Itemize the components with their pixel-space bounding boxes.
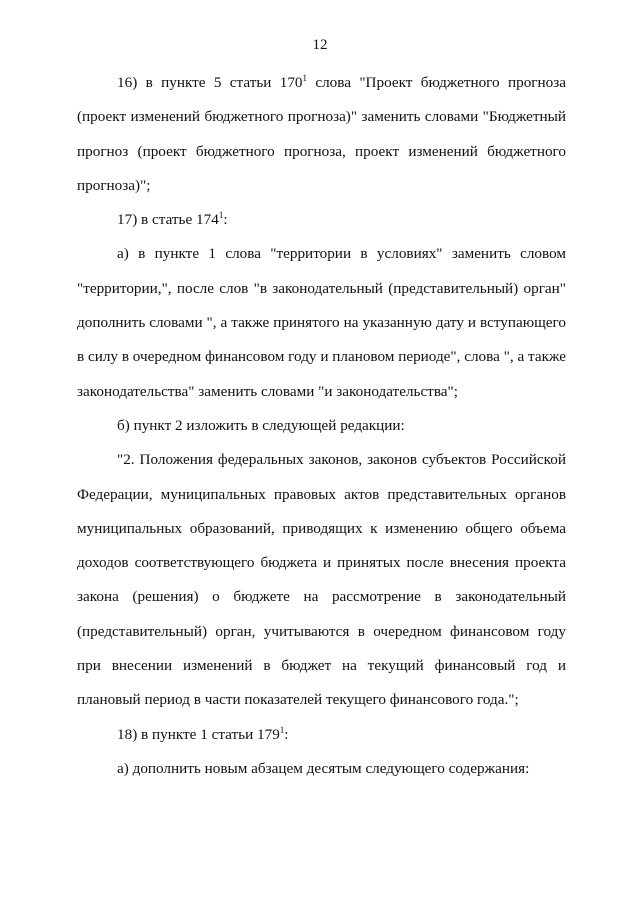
paragraph-subitem-a-2: а) дополнить новым абзацем десятым следующего содержания:: [117, 759, 530, 777]
paragraph-text: 17) в статье 174: [117, 211, 219, 229]
paragraph-text: слова "Проект бюджетного прогноза (проект изменений бюджетного прогноза)" заменить словами "Бюджетный прогноз (проект бюджетного прогноза, проект изменений бюджетного прогноза)";: [77, 74, 566, 194]
superscript: 1: [279, 724, 285, 735]
page-number: 12: [312, 37, 328, 53]
paragraph-text: :: [284, 725, 289, 743]
paragraph-quoted-item-2: "2. Положения федеральных законов, законов субъектов Российской Федерации, муниципальных правовых актов представительных органов муниципальных образований, приводящих к изменению общего объема доходов соответствующего бюджета и принятых после внесения проекта закона (решения) о бюджете на рассмотрение в законодательный (представительный) орган, учитываются в очередном финансовом году при внесении изменений в бюджет на текущий финансовый год и плановый период в части показателей текущего финансового года.";: [77, 451, 566, 709]
paragraph-item-18: [77, 718, 566, 752]
document-body: [77, 66, 566, 786]
paragraph-item-16: [77, 66, 566, 203]
paragraph-text: 18) в пункте 1 статьи 179: [117, 725, 280, 743]
paragraph-text: 16) в пункте 5 статьи 170: [117, 74, 303, 91]
paragraph-item-17: [77, 203, 566, 237]
paragraph-subitem-a: а) в пункте 1 слова "территории в условиях" заменить словом "территории,", после слов "в законодательный (представительный) орган" дополнить словами ", а также принятого на указанную дату и вступающего в силу в очередном финансовом году и плановом периоде", слова ", а также законодательства" заменить словами "и законодательства";: [77, 245, 566, 400]
paragraph-subitem-b: б) пункт 2 изложить в следующей редакции:: [117, 416, 405, 434]
paragraph-text: :: [223, 211, 228, 229]
superscript: 1: [302, 73, 308, 83]
superscript: 1: [218, 210, 224, 221]
